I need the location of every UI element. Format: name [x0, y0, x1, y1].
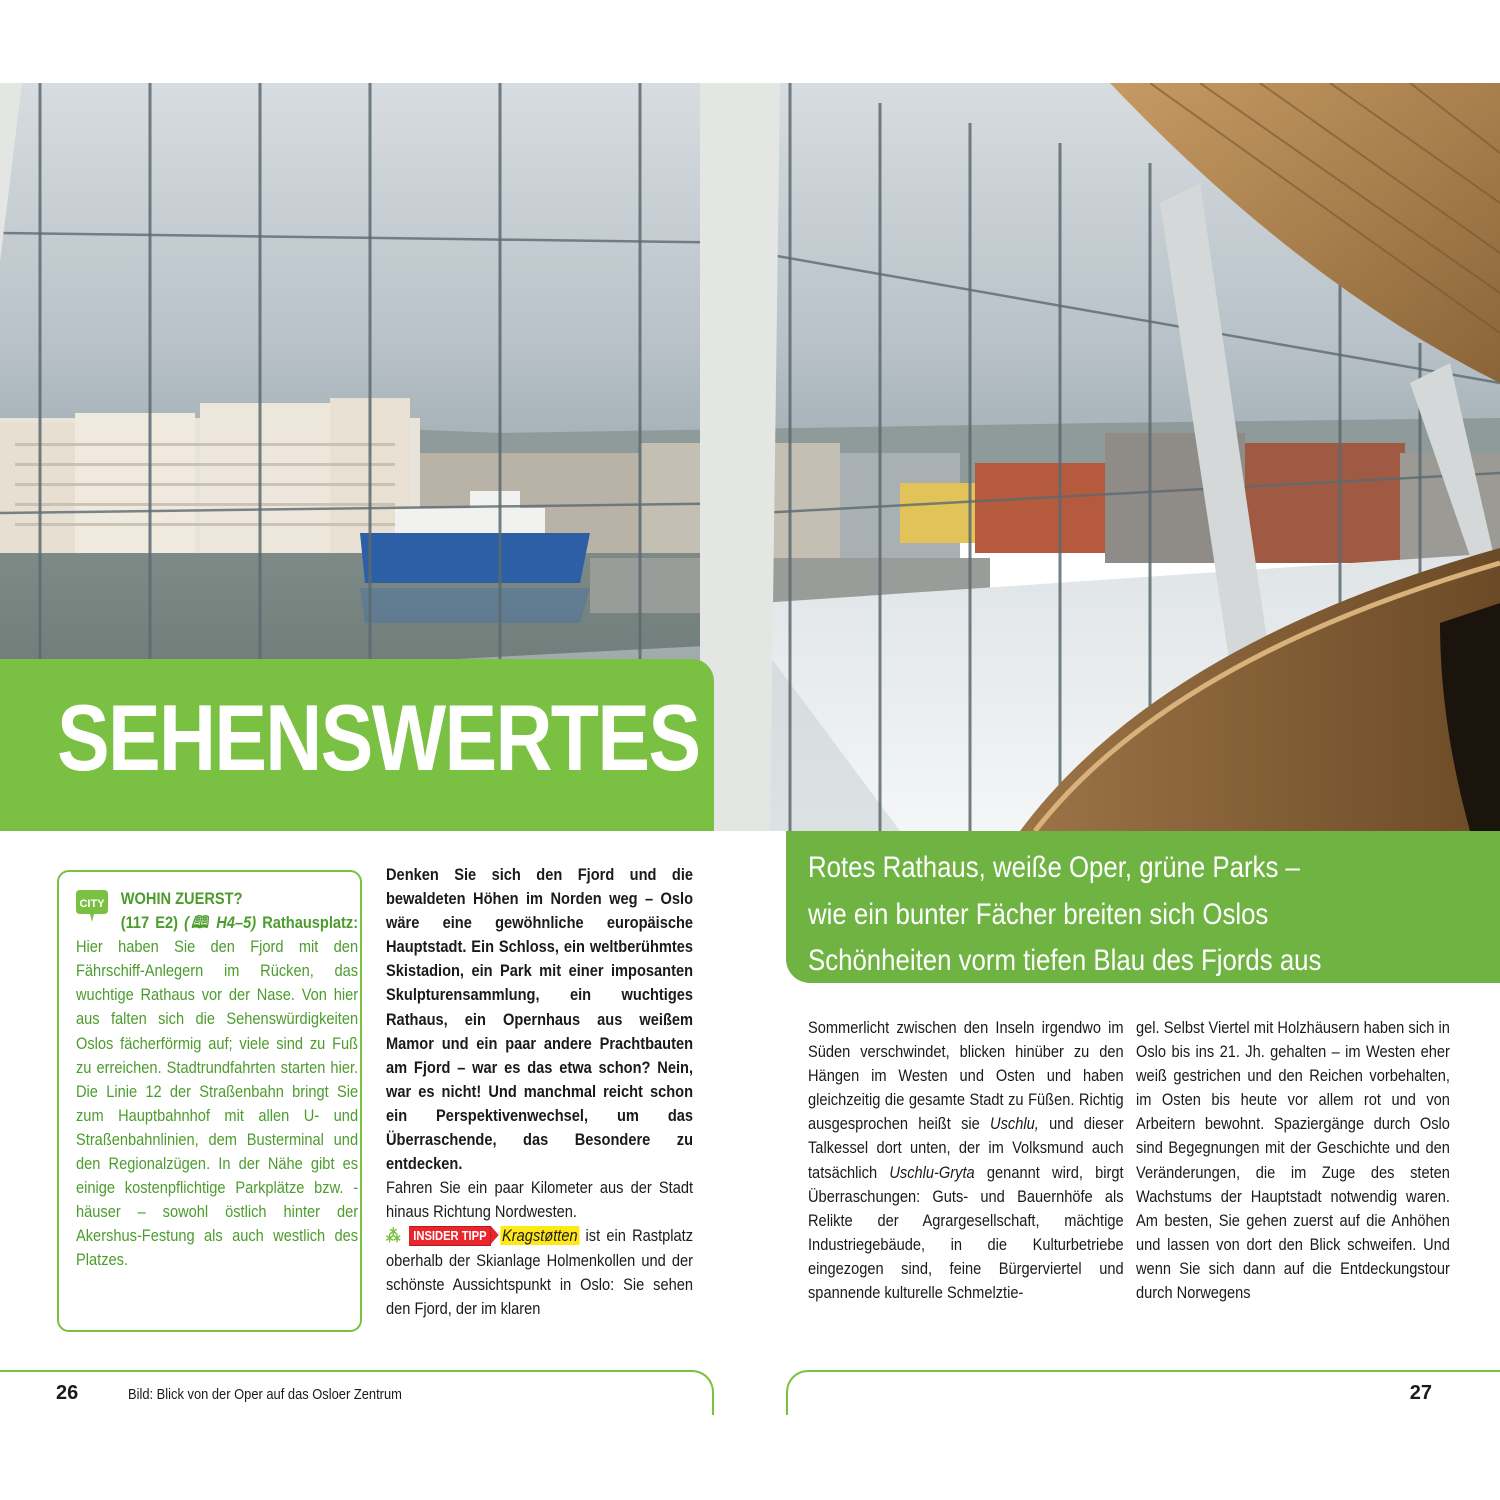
insider-tipp-badge: INSIDER TIPP [409, 1226, 491, 1246]
info-ref: (117 E2) [120, 913, 179, 933]
headline-line-3: Schönheiten vorm tiefen Blau des Fjords aus [808, 944, 1322, 977]
page-number-left: 26 [56, 1382, 79, 1404]
info-text [76, 887, 358, 1273]
info-place: Rathausplatz: [262, 913, 359, 933]
info-heading: WOHIN ZUERST? [120, 889, 243, 908]
photo-caption: Bild: Blick von der Oper auf das Osloer Zentrum [128, 1386, 402, 1403]
page-title: SEHENSWERTES [57, 685, 700, 790]
body-column-2 [808, 1016, 1124, 1305]
para1-rest: ist ein Rastplatz oberhalb der Skianlage Holmenkollen und der schönste Aussichtspunkt in Oslo: Sie sehen den Fjord, der im klaren [386, 1226, 694, 1318]
insider-leaf-icon: ⁂ [386, 1226, 403, 1246]
body-column-3: gel. Selbst Viertel mit Holzhäusern haben sich in Oslo bis ins 21. Jh. gehalten – im Westen eher weiß gestrichen und den Reichen vorbehalten, im Osten bis heute vor allem rot und von Arbeitern bewohnt. Spaziergänge durch Oslo sind Begegnungen mit der Geschichte und den Veränderungen, die im Zuge des steten Wachstums der Hauptstadt notwendig waren. Am besten, Sie gehen zuerst auf die Anhöhen und lassen von dort den Blick schweifen. Und wenn Sie sich dann auf die Entdeckungstour durch Norwegens [1136, 1018, 1450, 1303]
col2-part-a: Sommerlicht zwischen den Inseln irgendwo im Süden verschwindet, blicken hinüber zu den Hängen im Westen und Osten und haben gleichzeitig die gesamte Stadt zu Füßen. Richtig ausgesprochen heißt sie [808, 1018, 1124, 1134]
footer-rule-right [786, 1370, 1500, 1415]
col2-gryta: Uschlu-Gryta [889, 1162, 975, 1182]
headline-line-2: wie ein bunter Fächer breiten sich Oslos [808, 897, 1269, 931]
body-column-1 [386, 863, 693, 1321]
para1-start: Fahren Sie ein paar Kilometer aus der Stadt hinaus Richtung Nordwesten. [386, 1178, 694, 1222]
info-body: Hier haben Sie den Fjord mit den Fährschiff-Anlegern im Rücken, das wuchtige Rathaus vor der Nase. Von hier aus falten sich die Sehenswürdigkeiten Oslos fächerförmig auf; viele sind zu Fuß zu erreichen. Stadtrundfahrten starten hier. Die Linie 12 der Straßenbahn bringt Sie zum Hauptbahnhof mit allen U- und Straßenbahnlinien, dem Busterminal und den Regionalzügen. In der Nähe gibt es einige kostenpflichtige Parkplätze bzw. -häuser – sowohl östlich hinter der Akershus-Festung als auch westlich des Platzes. [76, 937, 359, 1270]
col2-part-b: und dieser Talkessel dort unten, der im Volksmund auch tatsächlich [808, 1114, 1124, 1182]
insider-arrow-icon [491, 1226, 499, 1244]
page-number-right: 27 [1409, 1382, 1432, 1404]
headline [808, 845, 1401, 985]
city-icon-label: CITY [79, 898, 105, 910]
col2-uschlu: Uschlu, [990, 1114, 1039, 1134]
info-map-ref: (🕮 H4–5) [184, 913, 257, 933]
insider-place: Kragstøtten [502, 1226, 578, 1246]
col2-part-c: genannt wird, birgt Überraschungen: Guts- und Bauernhöfe als Relikte der Agrargesellschaft, mächtige Industriegebäude, in die Kulturbetriebe eingezogen sind, feine Bürgerviertel und spannende kulturelle Schmelztie- [808, 1162, 1124, 1303]
lead-paragraph: Denken Sie sich den Fjord und die bewaldeten Höhen im Norden weg – Oslo wäre eine gewöhnliche europäische Hauptstadt. Ein Schloss, ein weltberühmtes Skistadion, ein Park mit einer imposanten Skulpturensammlung, ein wuchtiges Rathaus, ein Opernhaus aus weißem Mamor und ein paar andere Prachtbauten am Fjord – war es das etwa schon? Nein, war es nicht! Und manchmal reicht schon ein Perspektivenwechsel, um das Überraschende, das Besondere zu entdecken. [386, 865, 694, 1174]
headline-line-1: Rotes Rathaus, weiße Oper, grüne Parks – [808, 851, 1300, 884]
